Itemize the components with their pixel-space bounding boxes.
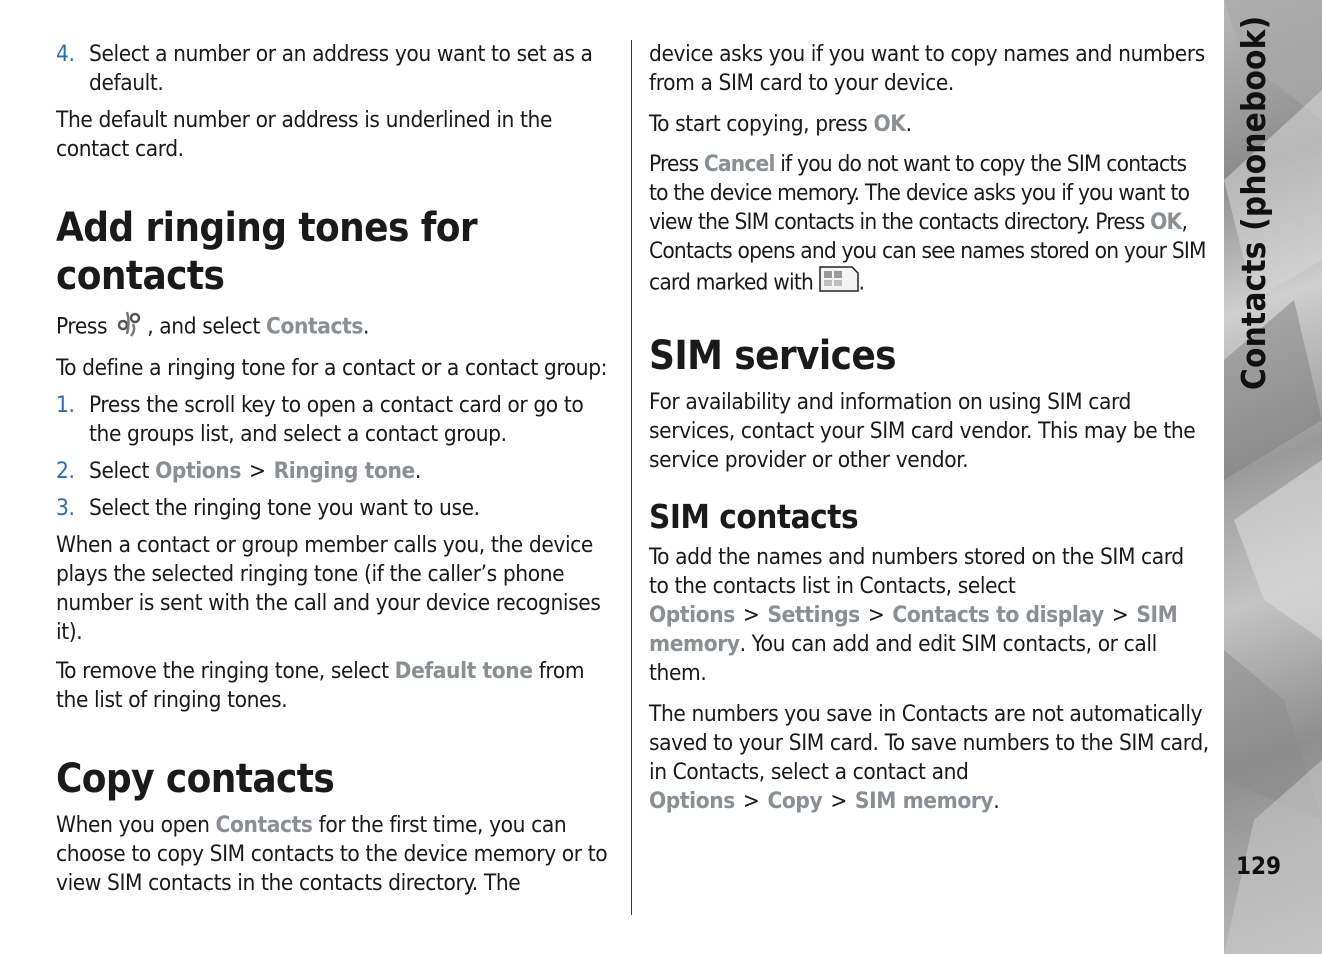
list-item [56,40,616,98]
path-separator: > [830,788,847,814]
section-title-vertical: Contacts (phonebook) [1234,15,1273,390]
list-item [56,494,616,523]
text: Press [56,313,108,340]
paragraph-save [649,700,1209,816]
text: To start copying, press [649,111,868,137]
heading-copy-contacts: Copy contacts [56,756,335,802]
paragraph-start [649,110,1209,139]
text: . [363,313,370,340]
list-number: 3. [56,495,75,521]
menu-key-icon [113,308,147,346]
paragraph: The default number or address is underlined in the contact card. [56,107,553,162]
list-item [56,457,616,486]
menu-path-copy: Copy [767,788,823,814]
paragraph: When a contact or group member calls you, the device plays the selected ringing tone (if the caller’s phone number is sent with the call and your device recognises it). [56,532,601,645]
left-column [56,40,616,906]
heading-sim-services: SIM services [649,333,896,379]
right-column [649,40,1209,824]
path-separator: > [742,788,760,814]
sim-card-icon [819,266,859,300]
text: for the first time, you can choose to copy SIM contacts to the device memory or to view SIM contacts in the contacts directory. The [56,812,608,896]
list-number: 1. [56,392,75,418]
list-number: 2. [56,458,75,484]
heading-ringing-tones: Add ringing tones for contacts [56,205,478,299]
column-divider [631,40,632,915]
text: . You can add and edit SIM contacts, or call them. [649,631,1157,686]
paragraph: To define a ringing tone for a contact or a contact group: [56,355,608,381]
page-number: 129 [1236,852,1282,880]
paragraph: For availability and information on using SIM card services, contact your SIM card vendor. This may be the service provider or other vendor. [649,389,1196,473]
text: , and select [147,313,260,340]
link-contacts: Contacts [215,812,313,838]
menu-path-ringing-tone: Ringing tone [273,458,415,484]
list-number: 4. [56,41,75,67]
paragraph-cancel [649,150,1209,300]
path-separator: > [1111,602,1129,628]
text: . [905,111,912,137]
text: . [414,458,421,484]
text: To remove the ringing tone, select [56,658,389,684]
text: When you open [56,812,210,838]
list-item [56,391,616,449]
step-list [56,391,616,523]
step-list-top [56,40,616,98]
path-separator: > [248,458,266,484]
heading-sim-contacts: SIM contacts [649,497,859,536]
text: . [858,269,865,296]
text: from the list of ringing tones. [56,658,585,713]
menu-path-options: Options [649,788,735,814]
paragraph: device asks you if you want to copy names and numbers from a SIM card to your device. [649,41,1205,96]
softkey-cancel: Cancel [703,151,775,177]
menu-path-options: Options [649,602,735,628]
text: if you do not want to copy the SIM contacts to the device memory. The device asks you if you want to view the SIM contacts in the contacts directory. Press [649,151,1190,235]
menu-path-options: Options [155,458,241,484]
menu-path-contacts-to-display: Contacts to display [892,602,1104,628]
list-text: Press the scroll key to open a contact card or go to the groups list, and select a contact group. [89,392,584,447]
menu-path-sim-memory: SIM memory [649,602,1178,657]
list-text: Select the ringing tone you want to use. [89,495,480,521]
softkey-ok: OK [1150,209,1182,235]
softkey-ok: OK [873,111,906,137]
paragraph-press [56,308,616,346]
menu-path-sim-memory: SIM memory [854,788,994,814]
paragraph-add [649,543,1209,688]
link-contacts: Contacts [265,313,364,340]
text: , Contacts opens and you can see names stored on your SIM card marked with [649,209,1206,296]
text: . [993,788,1000,814]
menu-path-settings: Settings [767,602,860,628]
path-separator: > [867,602,885,628]
list-text: Select a number or an address you want to set as a default. [89,41,593,96]
paragraph-open [56,811,616,898]
paragraph-remove [56,657,616,715]
path-separator: > [742,602,760,628]
list-text: Select [89,458,150,484]
link-default-tone: Default tone [394,658,533,684]
text: The numbers you save in Contacts are not automatically saved to your SIM card. To save numbers to the SIM card, in Contacts, select a contact and [649,701,1209,785]
text: To add the names and numbers stored on the SIM card to the contacts list in Contacts, select [649,544,1184,599]
text: Press [649,151,699,177]
